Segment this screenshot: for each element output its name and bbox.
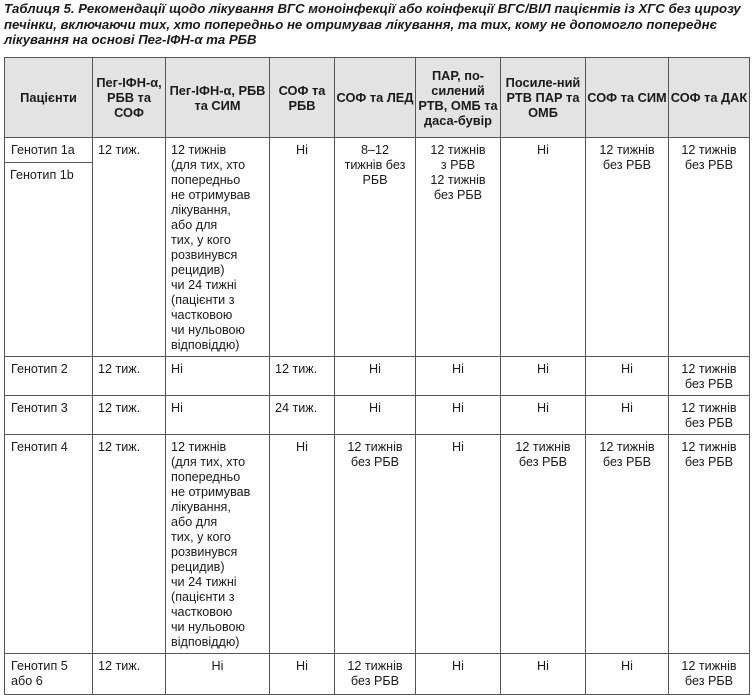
table-cell: Ні [416, 435, 501, 654]
table-row [5, 396, 750, 435]
header-patients: Пацієнти [5, 58, 93, 138]
patient-sub-label: Генотип 1b [5, 162, 92, 186]
table-cell: Ні [501, 357, 586, 396]
header-sof-rbv: СОФ та РБВ [270, 58, 335, 138]
table-cell: 12 тижнів без РБВ [669, 654, 750, 695]
table-row [5, 654, 750, 695]
table-cell: 12 тиж. [93, 654, 166, 695]
table-cell: Ні [166, 654, 270, 695]
table-cell: 12 тиж. [93, 435, 166, 654]
treatment-table [4, 57, 750, 695]
header-sof-led: СОФ та ЛЕД [335, 58, 416, 138]
table-cell: Ні [501, 138, 586, 357]
header-peg-rbv-sof: Пег-ІФН-α, РБВ та СОФ [93, 58, 166, 138]
table-cell: 12 тижнів без РБВ [586, 138, 669, 357]
table-cell: 12 тижнів без РБВ [669, 435, 750, 654]
table-row [5, 138, 750, 357]
table-cell: 12 тиж. [93, 357, 166, 396]
table-cell: 12 тижнів без РБВ [669, 138, 750, 357]
patient-cell: Генотип 2 [5, 357, 93, 396]
table-cell: 12 тижнів без РБВ [669, 396, 750, 435]
table-cell: Ні [270, 138, 335, 357]
table-cell: Ні [166, 357, 270, 396]
patient-label: Генотип 1a [11, 143, 75, 157]
table-caption: Таблиця 5. Рекомендації щодо лікування ВГС моноінфекції або коінфекції ВГС/ВІЛ пацієнтів із ХГС без цирозу печінки, включаючи тих, хто попередньо не отримував лікування, та тих, кому не допомогло попереднє лікування на основі Пег-ІФН-α та РБВ [4, 1, 741, 47]
table-cell: Ні [416, 396, 501, 435]
table-cell: 12 тиж. [270, 357, 335, 396]
header-sof-sim: СОФ та СИМ [586, 58, 669, 138]
table-cell: Ні [586, 654, 669, 695]
patient-cell: Генотип 3 [5, 396, 93, 435]
table-cell: 12 тижнів без РБВ [586, 435, 669, 654]
header-rtv-par-omb: Посиле-ний РТВ ПАР та ОМБ [501, 58, 586, 138]
table-cell: Ні [586, 396, 669, 435]
patient-cell: Генотип 4 [5, 435, 93, 654]
table-cell: Ні [270, 435, 335, 654]
table-cell: 12 тижнів без РБВ [501, 435, 586, 654]
table-cell: Ні [270, 654, 335, 695]
table-cell: Ні [501, 396, 586, 435]
table-cell: Ні [416, 654, 501, 695]
table-cell: Ні [416, 357, 501, 396]
table-cell: 12 тижнів (для тих, хто попередньо не отримував лікування, або для тих, у кого розвинувся рецидив) чи 24 тижні (пацієнти з частковою чи нульовою відповіддю) [166, 435, 270, 654]
patient-cell [5, 138, 93, 357]
header-row [5, 58, 750, 138]
table-cell: Ні [335, 357, 416, 396]
table-cell: 12 тижнів без РБВ [669, 357, 750, 396]
table-cell: 12 тижнів без РБВ [335, 435, 416, 654]
table-cell: 12 тиж. [93, 396, 166, 435]
header-par-rtv-omb-dsv: ПАР, по-силений РТВ, ОМБ та даса-бувір [416, 58, 501, 138]
table-cell: 12 тижнів з РБВ 12 тижнів без РБВ [416, 138, 501, 357]
patient-cell: Генотип 5 або 6 [5, 654, 93, 695]
table-cell: 8–12 тижнів без РБВ [335, 138, 416, 357]
table-row [5, 357, 750, 396]
table-cell: 24 тиж. [270, 396, 335, 435]
table-cell: 12 тиж. [93, 138, 166, 357]
header-peg-rbv-sim: Пег-ІФН-α, РБВ та СИМ [166, 58, 270, 138]
table-cell: Ні [586, 357, 669, 396]
table-row [5, 435, 750, 654]
table-cell: Ні [335, 396, 416, 435]
table-cell: 12 тижнів (для тих, хто попередньо не отримував лікування, або для тих, у кого розвинувся рецидив) чи 24 тижні (пацієнти з частковою чи нульовою відповіддю) [166, 138, 270, 357]
table-cell: Ні [166, 396, 270, 435]
table-cell: 12 тижнів без РБВ [335, 654, 416, 695]
table-cell: Ні [501, 654, 586, 695]
header-sof-dak: СОФ та ДАК [669, 58, 750, 138]
